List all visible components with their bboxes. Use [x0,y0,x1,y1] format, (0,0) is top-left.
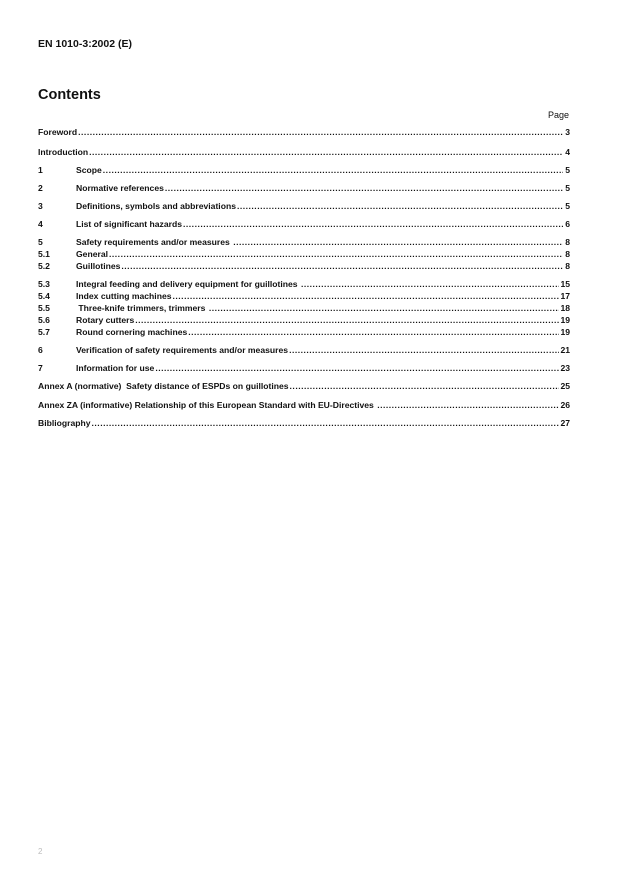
toc-dot-leader [155,362,559,374]
toc-entry-label: Foreword [38,127,78,137]
toc-entry-page: 8 [565,249,570,259]
toc-entry-label: Integral feeding and delivery equipment for guillotines [76,279,300,289]
toc-entry-page: 21 [560,345,570,355]
toc-entry-number: 1 [38,165,43,175]
toc-dot-leader [135,314,559,326]
toc-entry-number: 5.6 [38,315,50,325]
toc-dot-leader [188,326,559,338]
toc-entry[interactable] [38,278,570,290]
toc-dot-leader [289,344,559,356]
page-column-label: Page [547,110,569,120]
toc-entry-number: 7 [38,363,43,373]
toc-entry[interactable] [38,326,570,338]
toc-entry[interactable] [38,399,570,411]
toc-entry-label: Scope [76,165,102,175]
toc-entry-page: 3 [565,127,570,137]
toc-entry-label: Rotary cutters [76,315,135,325]
toc-entry-label: Definitions, symbols and abbreviations [76,201,236,211]
toc-entry-page: 26 [560,400,570,410]
toc-entry[interactable] [38,344,570,356]
toc-dot-leader [92,417,560,429]
toc-entry-number: 5.4 [38,291,50,301]
toc-entry-label: Guillotines [76,261,121,271]
toc-entry-page: 25 [560,381,570,391]
toc-entry-number: 5 [38,237,43,247]
toc-entry-page: 8 [565,261,570,271]
toc-entry-page: 15 [560,279,570,289]
toc-entry-page: 5 [565,183,570,193]
toc-entry-label: Annex ZA (informative) Relationship of this European Standard with EU-Directives [38,400,377,410]
toc-dot-leader [165,182,563,194]
toc-entry[interactable] [38,182,570,194]
toc-entry[interactable] [38,260,570,272]
toc-entry-number: 5.1 [38,249,50,259]
toc-entry-label: Introduction [38,147,89,157]
toc-entry-label: Bibliography [38,418,91,428]
toc-entry-label: Information for use [76,363,155,373]
toc-dot-leader [233,236,563,248]
toc-entry-page: 19 [560,327,570,337]
toc-entry-label: Index cutting machines [76,291,172,301]
toc-entry-label: Three-knife trimmers, trimmers [76,303,208,313]
toc-entry[interactable] [38,146,570,158]
toc-entry-label: Normative references [76,183,164,193]
toc-entry[interactable] [38,218,570,230]
toc-entry[interactable] [38,380,570,392]
toc-entry[interactable] [38,302,570,314]
toc-entry-number: 5.5 [38,303,50,313]
toc-entry[interactable] [38,248,570,260]
toc-entry[interactable] [38,314,570,326]
toc-entry[interactable] [38,417,570,429]
toc-dot-leader [173,290,560,302]
toc-entry[interactable] [38,362,570,374]
toc-entry-number: 4 [38,219,43,229]
toc-entry-number: 2 [38,183,43,193]
toc-dot-leader [109,248,563,260]
toc-entry-label: General [76,249,109,259]
toc-entry-number: 5.2 [38,261,50,271]
toc-dot-leader [237,200,563,212]
toc-entry-label: Round cornering machines [76,327,188,337]
toc-entry-page: 27 [560,418,570,428]
toc-entry-page: 4 [565,147,570,157]
toc-dot-leader [209,302,560,314]
toc-dot-leader [89,146,563,158]
toc-entry-page: 23 [560,363,570,373]
toc-entry-page: 18 [560,303,570,313]
toc-entry[interactable] [38,290,570,302]
toc-entry-page: 6 [565,219,570,229]
page-title: Contents [38,87,101,103]
toc-entry-page: 5 [565,165,570,175]
toc-entry-label: Annex A (normative) Safety distance of ESPDs on guillotines [38,381,289,391]
toc-entry[interactable] [38,236,570,248]
toc-dot-leader [301,278,559,290]
document-id-header: EN 1010-3:2002 (E) [38,38,132,50]
toc-entry[interactable] [38,126,570,138]
toc-dot-leader [290,380,560,392]
toc-entry[interactable] [38,200,570,212]
toc-entry-number: 6 [38,345,43,355]
toc-entry-label: Verification of safety requirements and/or measures [76,345,289,355]
toc-dot-leader [121,260,563,272]
toc-entry-page: 8 [565,237,570,247]
toc-entry-page: 17 [560,291,570,301]
toc-entry-label: Safety requirements and/or measures [76,237,233,247]
toc-entry-page: 19 [560,315,570,325]
toc-entry[interactable] [38,164,570,176]
toc-entry-label: List of significant hazards [76,219,183,229]
toc-entry-number: 5.3 [38,279,50,289]
toc-entry-number: 5.7 [38,327,50,337]
toc-dot-leader [377,399,559,411]
footer-page-number: 2 [38,847,43,856]
toc-dot-leader [183,218,563,230]
toc-entry-page: 5 [565,201,570,211]
toc-dot-leader [103,164,563,176]
toc-entry-number: 3 [38,201,43,211]
toc-dot-leader [78,126,563,138]
